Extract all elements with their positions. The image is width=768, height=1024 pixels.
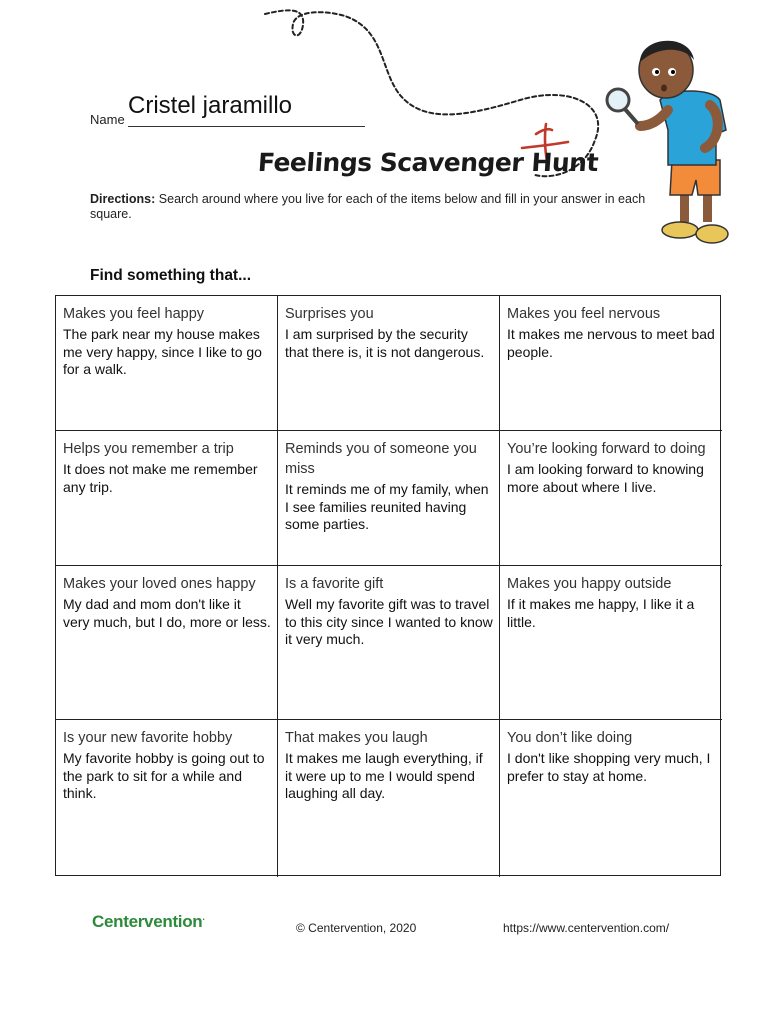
grid-cell[interactable] xyxy=(56,431,278,566)
cell-answer[interactable]: If it makes me happy, I like it a little. xyxy=(507,596,695,630)
grid-cell[interactable] xyxy=(56,720,278,877)
logo-dot: . xyxy=(202,912,205,922)
grid-cell[interactable] xyxy=(278,296,500,431)
cell-answer[interactable]: It makes me laugh everything, if it were up to me I would spend laughing all day. xyxy=(285,750,483,801)
cell-answer[interactable]: I am looking forward to knowing more about where I live. xyxy=(507,461,704,495)
grid-cell[interactable] xyxy=(56,296,278,431)
cell-answer[interactable]: The park near my house makes me very happy, since I like to go for a walk. xyxy=(63,326,262,377)
cell-prompt: Makes you feel happy xyxy=(63,306,205,322)
cell-prompt: You don’t like doing xyxy=(507,730,633,746)
cell-prompt: Makes you happy outside xyxy=(507,576,672,592)
cell-prompt: Is a favorite gift xyxy=(285,576,384,592)
grid-cell[interactable] xyxy=(278,431,500,566)
directions-label: Directions: xyxy=(90,192,156,206)
cell-prompt: That makes you laugh xyxy=(285,730,428,746)
logo-text: Centervention xyxy=(92,912,203,931)
cell-prompt: Makes you feel nervous xyxy=(507,306,661,322)
grid-cell[interactable] xyxy=(278,566,500,720)
cell-answer[interactable]: I am surprised by the security that there is, it is not dangerous. xyxy=(285,326,485,360)
directions-text: Search around where you live for each of the items below and fill in your answer in each square. xyxy=(90,192,646,221)
cell-answer[interactable]: Well my favorite gift was to travel to this city since I wanted to know it very much. xyxy=(285,596,493,647)
cell-answer[interactable]: My dad and mom don't like it very much, but I do, more or less. xyxy=(63,596,271,630)
grid-cell[interactable] xyxy=(500,566,722,720)
name-underline xyxy=(128,126,365,127)
find-heading: Find something that... xyxy=(90,267,252,284)
cell-prompt: You’re looking forward to doing xyxy=(507,441,706,457)
grid-cell[interactable] xyxy=(56,566,278,720)
scavenger-grid xyxy=(55,295,721,876)
footer-url-link[interactable]: https://www.centervention.com/ xyxy=(503,921,670,935)
name-field[interactable]: Cristel jaramillo xyxy=(128,92,293,119)
footer-copyright: © Centervention, 2020 xyxy=(296,921,417,935)
grid-cell[interactable] xyxy=(500,296,722,431)
grid-cell[interactable] xyxy=(278,720,500,877)
cell-prompt: Is your new favorite hobby xyxy=(63,730,233,746)
cell-answer[interactable]: It makes me nervous to meet bad people. xyxy=(507,326,715,360)
grid-cell[interactable] xyxy=(500,720,722,877)
worksheet-title: Feelings Scavenger Hunt xyxy=(256,148,600,177)
cell-answer[interactable]: It does not make me remember any trip. xyxy=(63,461,258,495)
cell-prompt: Makes your loved ones happy xyxy=(63,576,256,592)
directions xyxy=(90,192,670,222)
cell-answer[interactable]: My favorite hobby is going out to the park to sit for a while and think. xyxy=(63,750,265,801)
name-label: Name xyxy=(90,112,125,127)
cell-prompt: Helps you remember a trip xyxy=(63,441,234,457)
cell-answer[interactable]: I don't like shopping very much, I prefer to stay at home. xyxy=(507,750,711,784)
cell-prompt: Surprises you xyxy=(285,306,374,322)
cell-prompt: Reminds you of someone you miss xyxy=(285,441,477,477)
centervention-logo xyxy=(92,912,205,932)
cell-answer[interactable]: It reminds me of my family, when I see families reunited having some parties. xyxy=(285,481,489,532)
grid-cell[interactable] xyxy=(500,431,722,566)
